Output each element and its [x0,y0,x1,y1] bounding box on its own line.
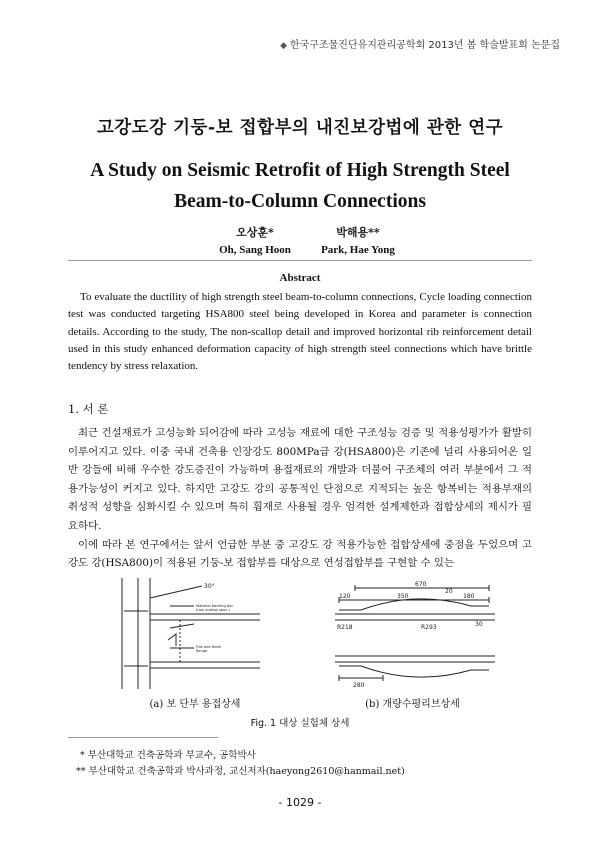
english-title [0,155,600,217]
fig-a-note4: flange [196,649,208,653]
fig-b-dim-280: 280 [353,682,365,689]
fig-b-dim-670: 670 [415,581,427,588]
fig-a-note1: Material backing bar [196,604,233,608]
header-divider [68,260,532,261]
english-title-line1: A Study on Seismic Retrofit of High Strength Steel [90,160,510,181]
author-1 [195,224,315,256]
fig-b-dim-120: 120 [339,593,351,600]
journal-name: 한국구조물진단유지관리공학회 2013년 봄 학술발표회 논문집 [289,40,560,51]
figure-b-caption: (b) 개량수평리브상세 [365,699,460,710]
journal-header [280,36,560,51]
english-title-line2: Beam-to-Column Connections [174,191,426,212]
author-2 [298,224,418,256]
footnote-1: * 부산대학교 건축공학과 부교수, 공학박사 [80,750,256,761]
fig-b-dim-r293: R293 [421,624,437,631]
abstract-text: To evaluate the ductility of high strength steel beam-to-column connections, Cycle loading connection test was conducted targeting HSA800 steel being developed in Korea and parameter is connection details. According to the study, The non-scallop detail and improved horizontal rib reinforcement detail used in this study enhanced deformation capacity of high strength steel connections which have brittle tendency by stress relaxation. [68,291,532,373]
author-2-english: Park, Hae Yong [321,244,395,256]
header-bullet-icon: ◆ [280,41,287,51]
fig-b-dim-30: 30 [475,621,483,628]
figure-a-caption: (a) 보 단부 용접상세 [149,699,241,710]
footnote-2: ** 부산대학교 건축공학과 박사과정, 교신저자(haeyong2610@hanmail.net) [76,766,405,777]
author-2-korean: 박해용** [336,226,380,239]
abstract-heading: Abstract [279,272,321,284]
author-1-korean: 오상훈* [236,226,274,239]
fig-a-note2: (non scallop spec.) [196,608,230,612]
section-heading: 1. 서 론 [68,402,109,416]
footnote-divider [68,737,218,738]
korean-title: 고강도강 기둥-보 접합부의 내진보강법에 관한 연구 [96,118,504,138]
paragraph-1: 최근 건설재료가 고성능화 되어감에 따라 고성능 재료에 대한 구조성능 검증 및 적용성평가가 활발히 이루어지고 있다. 이중 국내 건축용 인장강도 800MPa급 강(HSA800)은 기존에 널리 사용되어온 일반 강들에 비해 우수한 강도증진이 가능하며 용접재료의 개발과 더불어 구조체의 여러 부분에서 그 적용가능성이 커지고 있다. 하지만 고강도 강의 공통적인 단점으로 지적되는 높은 항복비는 적용부재의 취성적 성향을 심화시킬 수 있으며 특히 휨재로 사용될 경우 엄격한 설계제한과 접합상세의 제시가 필요하다. [68,427,532,532]
section-body [68,424,532,573]
page-number: - 1029 - [278,796,322,809]
fig-b-dim-20: 20 [445,588,453,595]
figure-caption: Fig. 1 대상 실험체 상세 [250,718,350,729]
fig-a-angle: 30° [204,583,215,590]
author-1-english: Oh, Sang Hoon [219,244,291,256]
fig-b-dim-350: 350 [397,593,409,600]
figure-b-drawing [325,576,500,691]
fig-b-dim-r218: R218 [337,624,353,631]
fig-a-note3: Fills and finish [196,645,222,649]
paragraph-2: 이에 따라 본 연구에서는 앞서 언급한 부분 중 고강도 강 적용가능한 접합상세에 중점을 두었으며 고강도 강(HSA800)이 적용된 기둥-보 접합부를 대상으로 연성접합부를 구현할 수 있는 [68,538,532,570]
fig-b-dim-180: 180 [463,593,475,600]
figure-a-drawing [110,576,280,691]
